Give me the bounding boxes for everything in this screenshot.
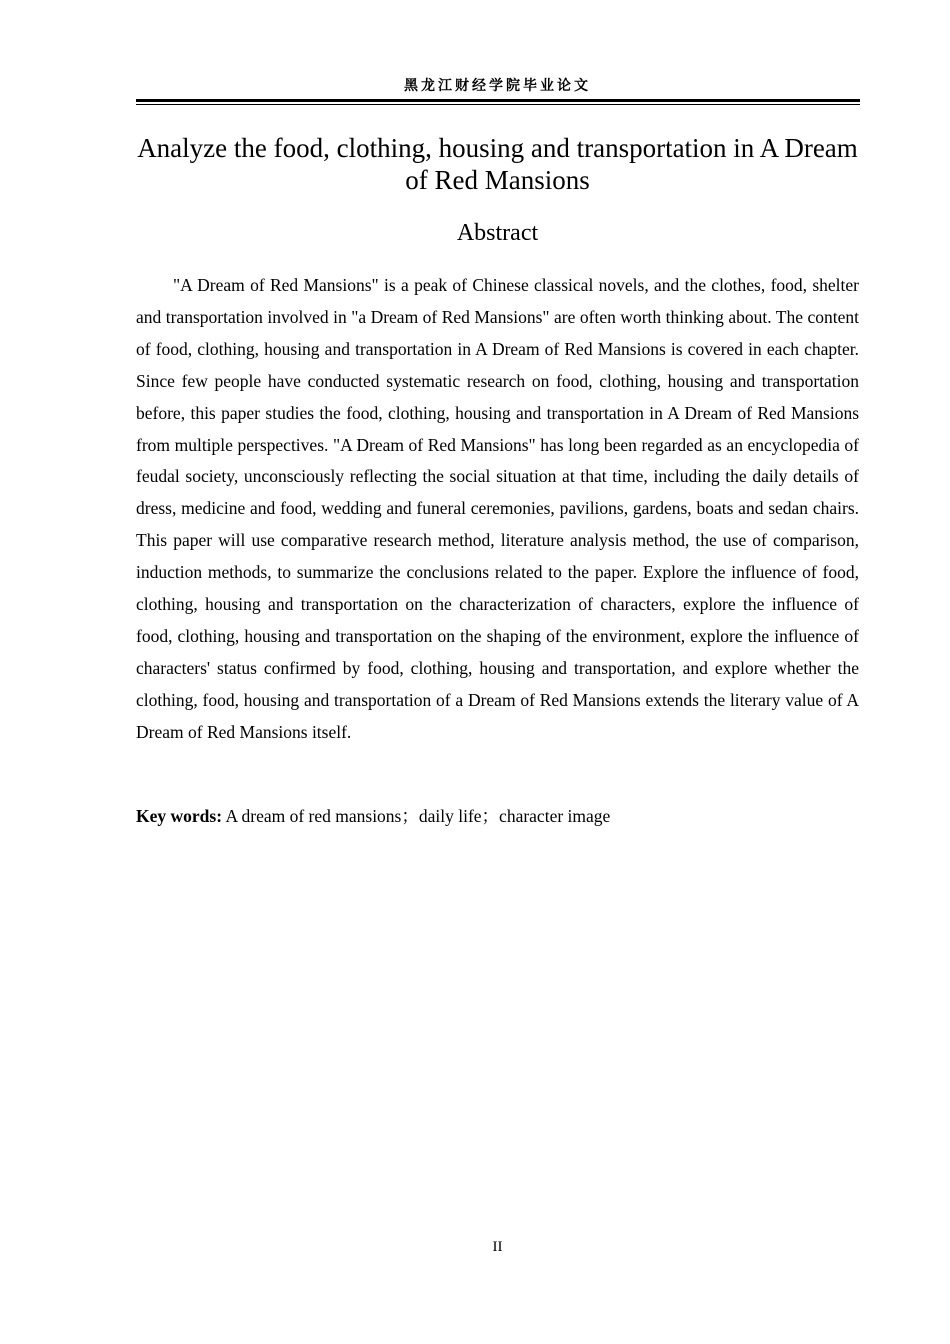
abstract-paragraph: "A Dream of Red Mansions" is a peak of Chinese classical novels, and the clothes, food, shelter and transportation involved in "a Dream of Red Mansions" are often worth thinking about. The content of food, clothing, housing and transportation in A Dream of Red Mansions is covered in each chapter. Since few people have conducted systematic research on food, clothing, housing and transportation before, this paper studies the food, clothing, housing and transportation in A Dream of Red Mansions from multiple perspectives. "A Dream of Red Mansions" has long been regarded as an encyclopedia of feudal society, unconsciously reflecting the social situation at that time, including the daily details of dress, medicine and food, wedding and funeral ceremonies, pavilions, gardens, boats and sedan chairs. This paper will use comparative research method, literature analysis method, the use of comparison, induction methods, to summarize the conclusions related to the paper. Explore the influence of food, clothing, housing and transportation on the characterization of characters, explore the influence of food, clothing, housing and transportation on the shaping of the environment, explore the influence of characters' status confirmed by food, clothing, housing and transportation, and explore whether the clothing, food, housing and transportation of a Dream of Red Mansions extends the literary value of A Dream of Red Mansions itself. — [136, 275, 859, 742]
abstract-heading: Abstract — [456, 220, 539, 246]
paper-title: Analyze the food, clothing, housing and transportation in A Dream of Red Mansions — [137, 133, 858, 195]
running-header: 黑龙江财经学院毕业论文 — [404, 79, 591, 94]
keywords-text: A dream of red mansions；daily life；character image — [222, 806, 611, 826]
page-number: II — [492, 1239, 503, 1255]
keywords-line — [136, 801, 859, 831]
header-rule-thin — [136, 104, 860, 105]
keywords-label: Key words: — [136, 806, 223, 826]
header-rule — [136, 99, 860, 102]
